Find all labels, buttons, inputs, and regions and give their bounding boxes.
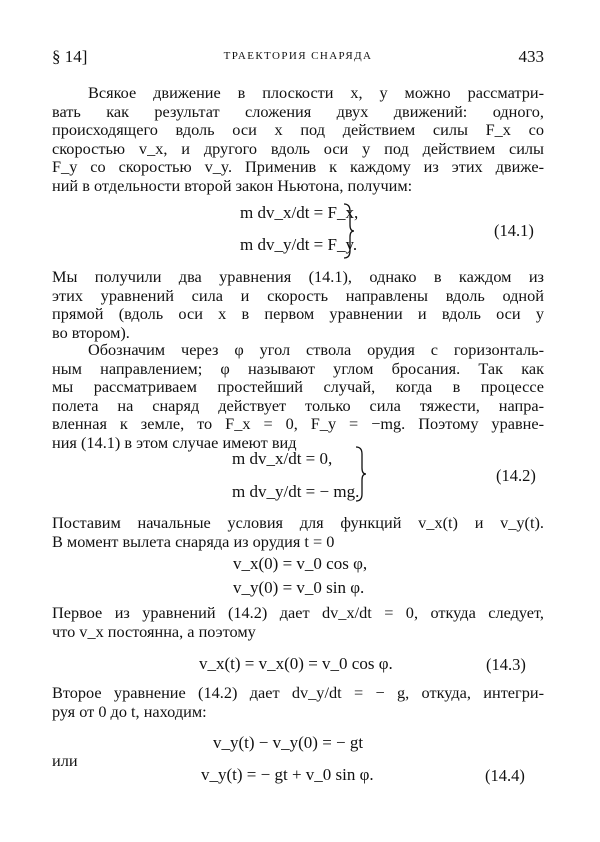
- word-or: или: [52, 751, 78, 770]
- right-brace-icon: [342, 203, 354, 259]
- text-line: ний в отдельности второй закон Ньютона, получим:: [52, 175, 413, 195]
- paragraph-first-equation: [52, 604, 544, 641]
- page-number: 433: [518, 47, 544, 66]
- equation-system-14-1-line-2: m dv_y/dt = F_y.: [240, 235, 358, 254]
- text-line: происходящего вдоль оси x под действием силы F_x со: [52, 120, 544, 140]
- text-line: вать как результат сложения двух движений: одного,: [52, 101, 544, 121]
- text-line: В момент вылета снаряда из орудия t = 0: [52, 531, 335, 551]
- equation-14-4: v_y(t) = − gt + v_0 sin φ.: [201, 765, 374, 784]
- text-line: Первое из уравнений (14.2) дает dv_x/dt = 0, откуда следует,: [52, 603, 544, 622]
- right-brace-icon: [354, 446, 366, 502]
- text-line: Мы получили два уравнения (14.1), однако в каждом из: [52, 267, 544, 286]
- text-line: ния (14.1) в этом случае имеют вид: [52, 432, 297, 452]
- text-line: скоростью v_x, и другого вдоль оси y под действием силы: [52, 138, 544, 158]
- paragraph-two-equations: [52, 268, 544, 342]
- text-line: что v_x постоянна, а поэтому: [52, 621, 256, 641]
- text-line: прямой (вдоль оси x в первом уравнении и вдоль оси y: [52, 304, 544, 324]
- text-line: Всякое движение в плоскости x, y можно рассматри-: [88, 83, 544, 102]
- text-line: руя от 0 до t, находим:: [52, 701, 207, 721]
- text-line: ным направлением; φ называют углом бросания. Так как: [52, 358, 544, 378]
- equation-system-14-2-line-1: m dv_x/dt = 0,: [232, 449, 333, 468]
- running-header: [52, 47, 544, 71]
- equation-system-14-1-line-1: m dv_x/dt = F_x,: [240, 203, 359, 222]
- paragraph-initial-conditions: [52, 514, 544, 551]
- equation-14-3: v_x(t) = v_x(0) = v_0 cos φ.: [199, 654, 393, 673]
- equation-number-14-1: (14.1): [494, 221, 534, 240]
- initial-condition-vy: v_y(0) = v_0 sin φ.: [233, 578, 365, 597]
- text-line: полета на снаряд действует только сила тяжести, напра-: [52, 395, 544, 415]
- paragraph-second-equation: [52, 684, 544, 721]
- section-mark: § 14]: [52, 47, 88, 66]
- text-line: мы рассматриваем простейший случай, когда в процессе: [52, 377, 544, 397]
- equation-system-14-2-line-2: m dv_y/dt = − mg.: [232, 482, 360, 501]
- equation-number-14-3: (14.3): [486, 655, 526, 674]
- equation-number-14-2: (14.2): [496, 466, 536, 485]
- initial-condition-vx: v_x(0) = v_0 cos φ,: [233, 554, 368, 573]
- running-title: ТРАЕКТОРИЯ СНАРЯДА: [223, 50, 373, 62]
- equation-number-14-4: (14.4): [485, 766, 525, 785]
- text-line: Обозначим через φ угол ствола орудия с горизонталь-: [88, 340, 544, 359]
- paragraph-intro: [52, 84, 544, 196]
- text-line: вленная к земле, то F_x = 0, F_y = −mg. Поэтому уравне-: [52, 414, 544, 434]
- text-line: Поставим начальные условия для функций v_x(t) и v_y(t).: [52, 513, 544, 532]
- equation-integrated: v_y(t) − v_y(0) = − gt: [213, 733, 364, 752]
- paragraph-firing-angle: [52, 341, 544, 453]
- text-line: F_y со скоростью v_y. Применив к каждому из этих движе-: [52, 157, 544, 177]
- text-line: во втором).: [52, 322, 130, 342]
- text-line: Второе уравнение (14.2) дает dv_y/dt = − g, откуда, интегри-: [52, 683, 544, 702]
- text-line: этих уравнений сила и скорость направлены вдоль одной: [52, 285, 544, 305]
